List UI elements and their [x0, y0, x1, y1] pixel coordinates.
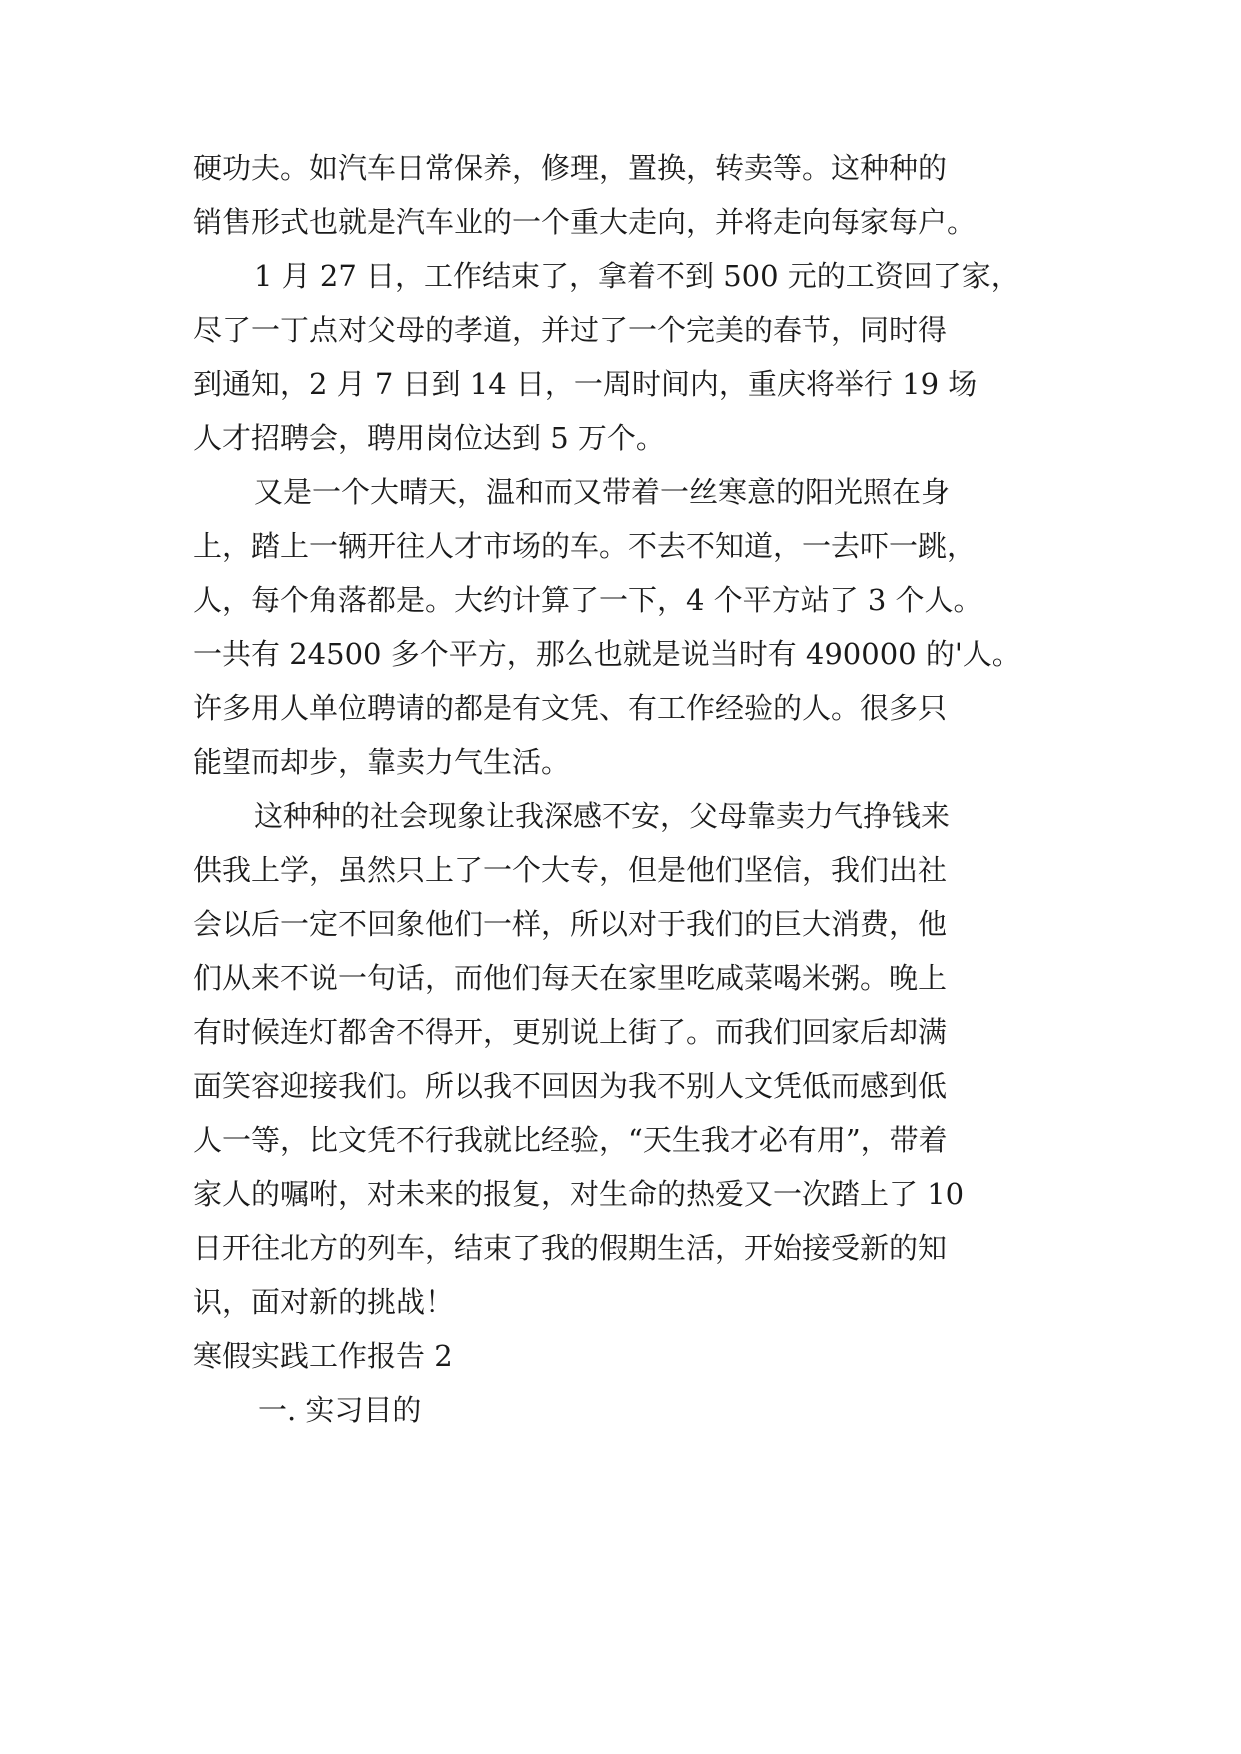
- paragraph-line: 人一等，比文凭不行我就比经验，“天生我才必有用”，带着: [193, 1123, 948, 1157]
- paragraph-line: 供我上学，虽然只上了一个大专，但是他们坚信，我们出社: [193, 853, 948, 887]
- paragraph-line: 人才招聘会，聘用岗位达到 5 万个。: [193, 421, 665, 455]
- paragraph-line: 1 月 27 日，工作结束了，拿着不到 500 元的工资回了家，: [254, 259, 1020, 293]
- paragraph-line: 一共有 24500 多个平方，那么也就是说当时有 490000 的'人。: [193, 637, 1021, 671]
- paragraph-line: 面笑容迎接我们。所以我不回因为我不别人文凭低而感到低: [193, 1069, 948, 1103]
- paragraph-line: 尽了一丁点对父母的孝道，并过了一个完美的春节，同时得: [193, 313, 948, 347]
- paragraph-line: 能望而却步，靠卖力气生活。: [193, 745, 571, 779]
- paragraph-line: 有时候连灯都舍不得开，更别说上街了。而我们回家后却满: [193, 1015, 948, 1049]
- paragraph-line: 们从来不说一句话，而他们每天在家里吃咸菜喝米粥。晚上: [193, 961, 948, 995]
- paragraph-line: 日开往北方的列车，结束了我的假期生活，开始接受新的知: [193, 1231, 948, 1265]
- subsection-heading: 一. 实习目的: [258, 1393, 422, 1427]
- paragraph-line: 上，踏上一辆开往人才市场的车。不去不知道，一去吓一跳，: [193, 529, 977, 563]
- paragraph-line: 人，每个角落都是。大约计算了一下，4 个平方站了 3 个人。: [193, 583, 983, 617]
- paragraph-line: 到通知，2 月 7 日到 14 日，一周时间内，重庆将举行 19 场: [193, 367, 978, 401]
- paragraph-line: 许多用人单位聘请的都是有文凭、有工作经验的人。很多只: [193, 691, 948, 725]
- paragraph-line: 这种种的社会现象让我深感不安，父母靠卖力气挣钱来: [254, 799, 951, 833]
- paragraph-line: 会以后一定不回象他们一样，所以对于我们的巨大消费，他: [193, 907, 948, 941]
- paragraph-line: 硬功夫。如汽车日常保养，修理，置换，转卖等。这种种的: [193, 151, 948, 185]
- paragraph-line: 家人的嘱咐，对未来的报复，对生命的热爱又一次踏上了 10: [193, 1177, 965, 1211]
- section-title: 寒假实践工作报告 2: [193, 1339, 453, 1373]
- paragraph-line: 识，面对新的挑战！: [193, 1285, 455, 1319]
- paragraph-line: 销售形式也就是汽车业的一个重大走向，并将走向每家每户。: [193, 205, 977, 239]
- paragraph-line: 又是一个大晴天，温和而又带着一丝寒意的阳光照在身: [254, 475, 951, 509]
